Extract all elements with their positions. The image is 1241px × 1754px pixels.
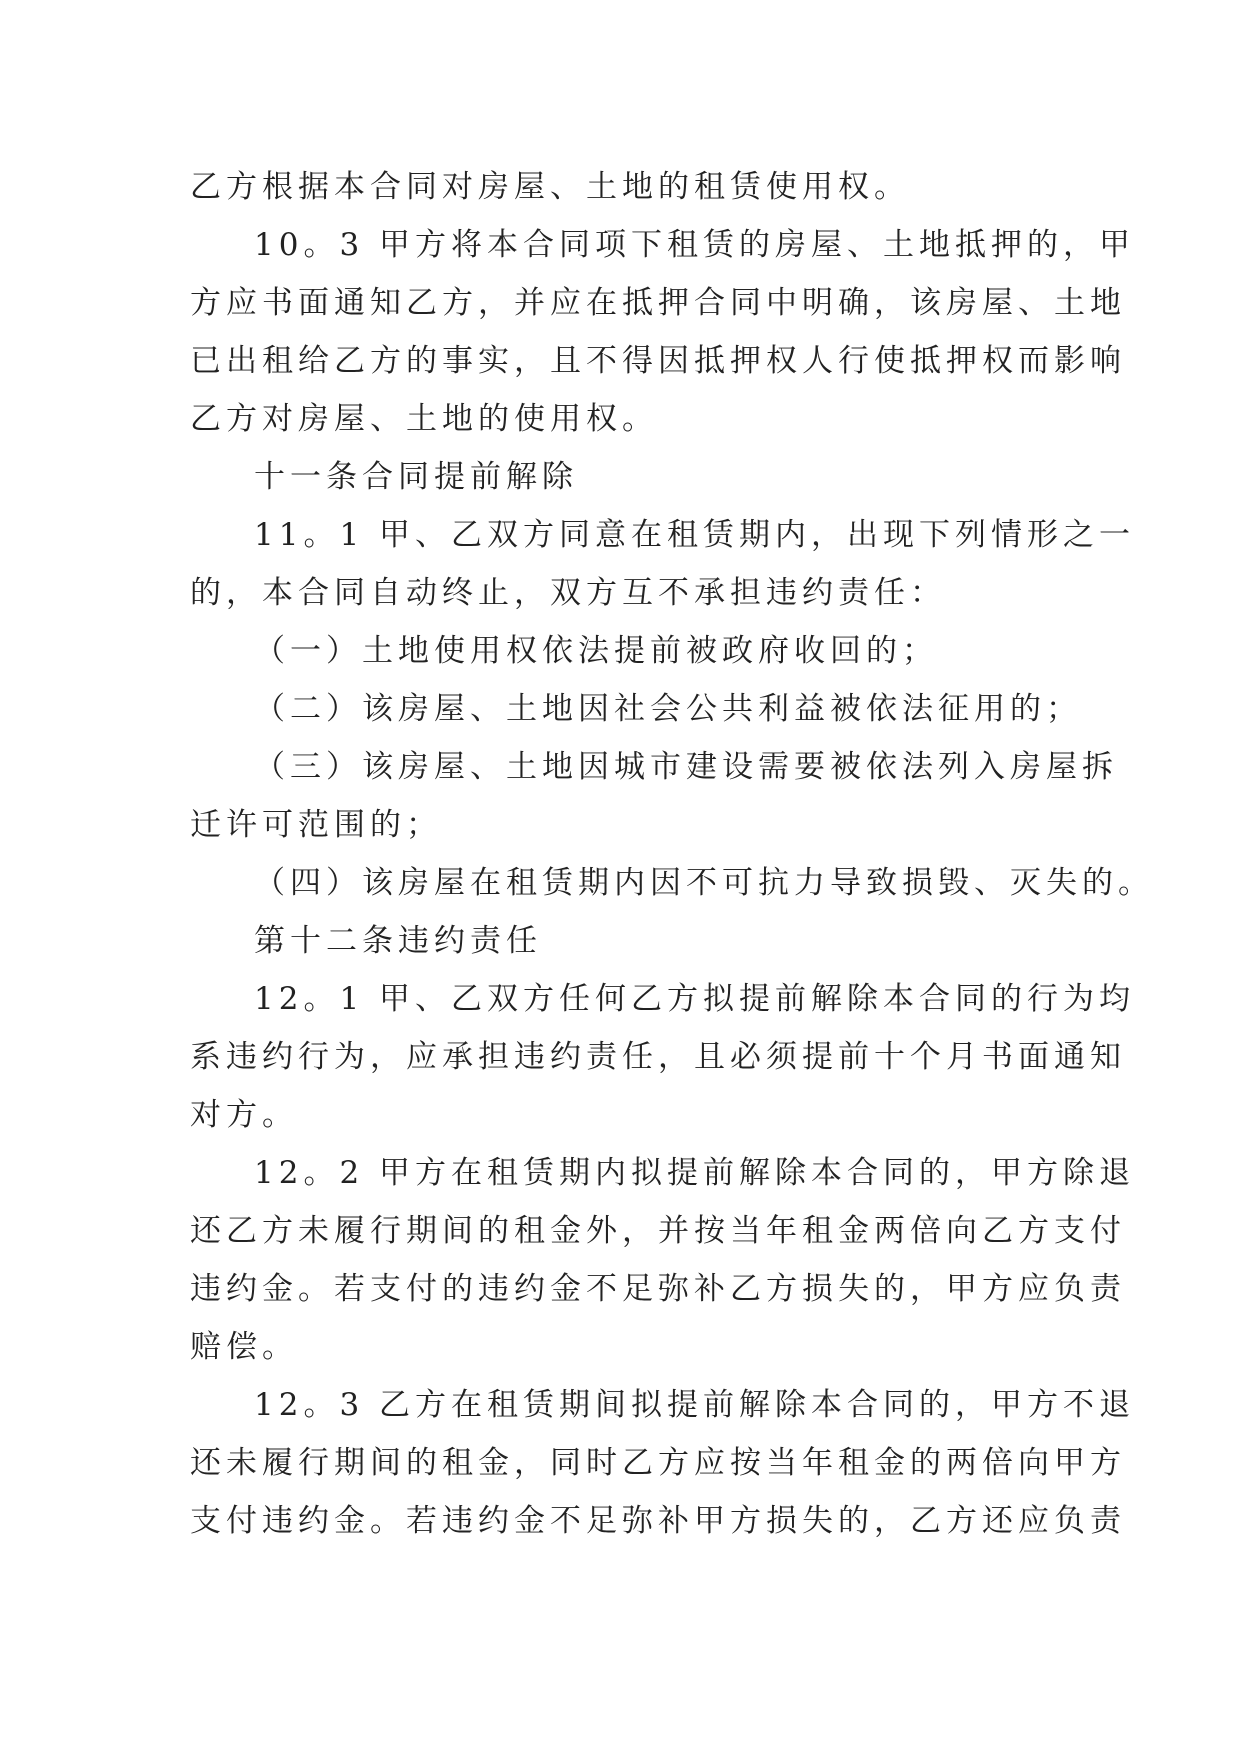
list-item: （四）该房屋在租赁期内因不可抗力导致损毁、灭失的。: [254, 865, 1154, 901]
text-line: 迁许可范围的；: [190, 807, 442, 843]
text-line: 12。2 甲方在租赁期内拟提前解除本合同的，甲方除退: [254, 1155, 1136, 1191]
text-line: 12。1 甲、乙双方任何乙方拟提前解除本合同的行为均: [254, 981, 1136, 1017]
section-heading: 第十二条违约责任: [254, 923, 542, 959]
text-line: 10。3 甲方将本合同项下租赁的房屋、土地抵押的，甲: [254, 227, 1136, 263]
text-line: 12。3 乙方在租赁期间拟提前解除本合同的，甲方不退: [254, 1387, 1136, 1423]
text-line: 违约金。若支付的违约金不足弥补乙方损失的，甲方应负责: [190, 1271, 1126, 1307]
text-line: 还乙方未履行期间的租金外，并按当年租金两倍向乙方支付: [190, 1213, 1126, 1249]
contract-body-text: [190, 158, 1154, 1550]
text-line: 乙方根据本合同对房屋、土地的租赁使用权。: [190, 169, 910, 205]
text-line: 的，本合同自动终止，双方互不承担违约责任：: [190, 575, 946, 611]
list-item: （二）该房屋、土地因社会公共利益被依法征用的；: [254, 691, 1082, 727]
text-line: 已出租给乙方的事实，且不得因抵押权人行使抵押权而影响: [190, 343, 1126, 379]
text-line: 赔偿。: [190, 1329, 298, 1365]
text-line: 支付违约金。若违约金不足弥补甲方损失的，乙方还应负责: [190, 1503, 1126, 1539]
text-line: 11。1 甲、乙双方同意在租赁期内，出现下列情形之一: [254, 517, 1136, 553]
text-line: 乙方对房屋、土地的使用权。: [190, 401, 658, 437]
list-item: （一）土地使用权依法提前被政府收回的；: [254, 633, 938, 669]
list-item: （三）该房屋、土地因城市建设需要被依法列入房屋拆: [254, 749, 1118, 785]
text-line: 系违约行为，应承担违约责任，且必须提前十个月书面通知: [190, 1039, 1126, 1075]
text-line: 还未履行期间的租金，同时乙方应按当年租金的两倍向甲方: [190, 1445, 1126, 1481]
text-line: 对方。: [190, 1097, 298, 1133]
section-heading: 十一条合同提前解除: [254, 459, 578, 495]
text-line: 方应书面通知乙方，并应在抵押合同中明确，该房屋、土地: [190, 285, 1126, 321]
